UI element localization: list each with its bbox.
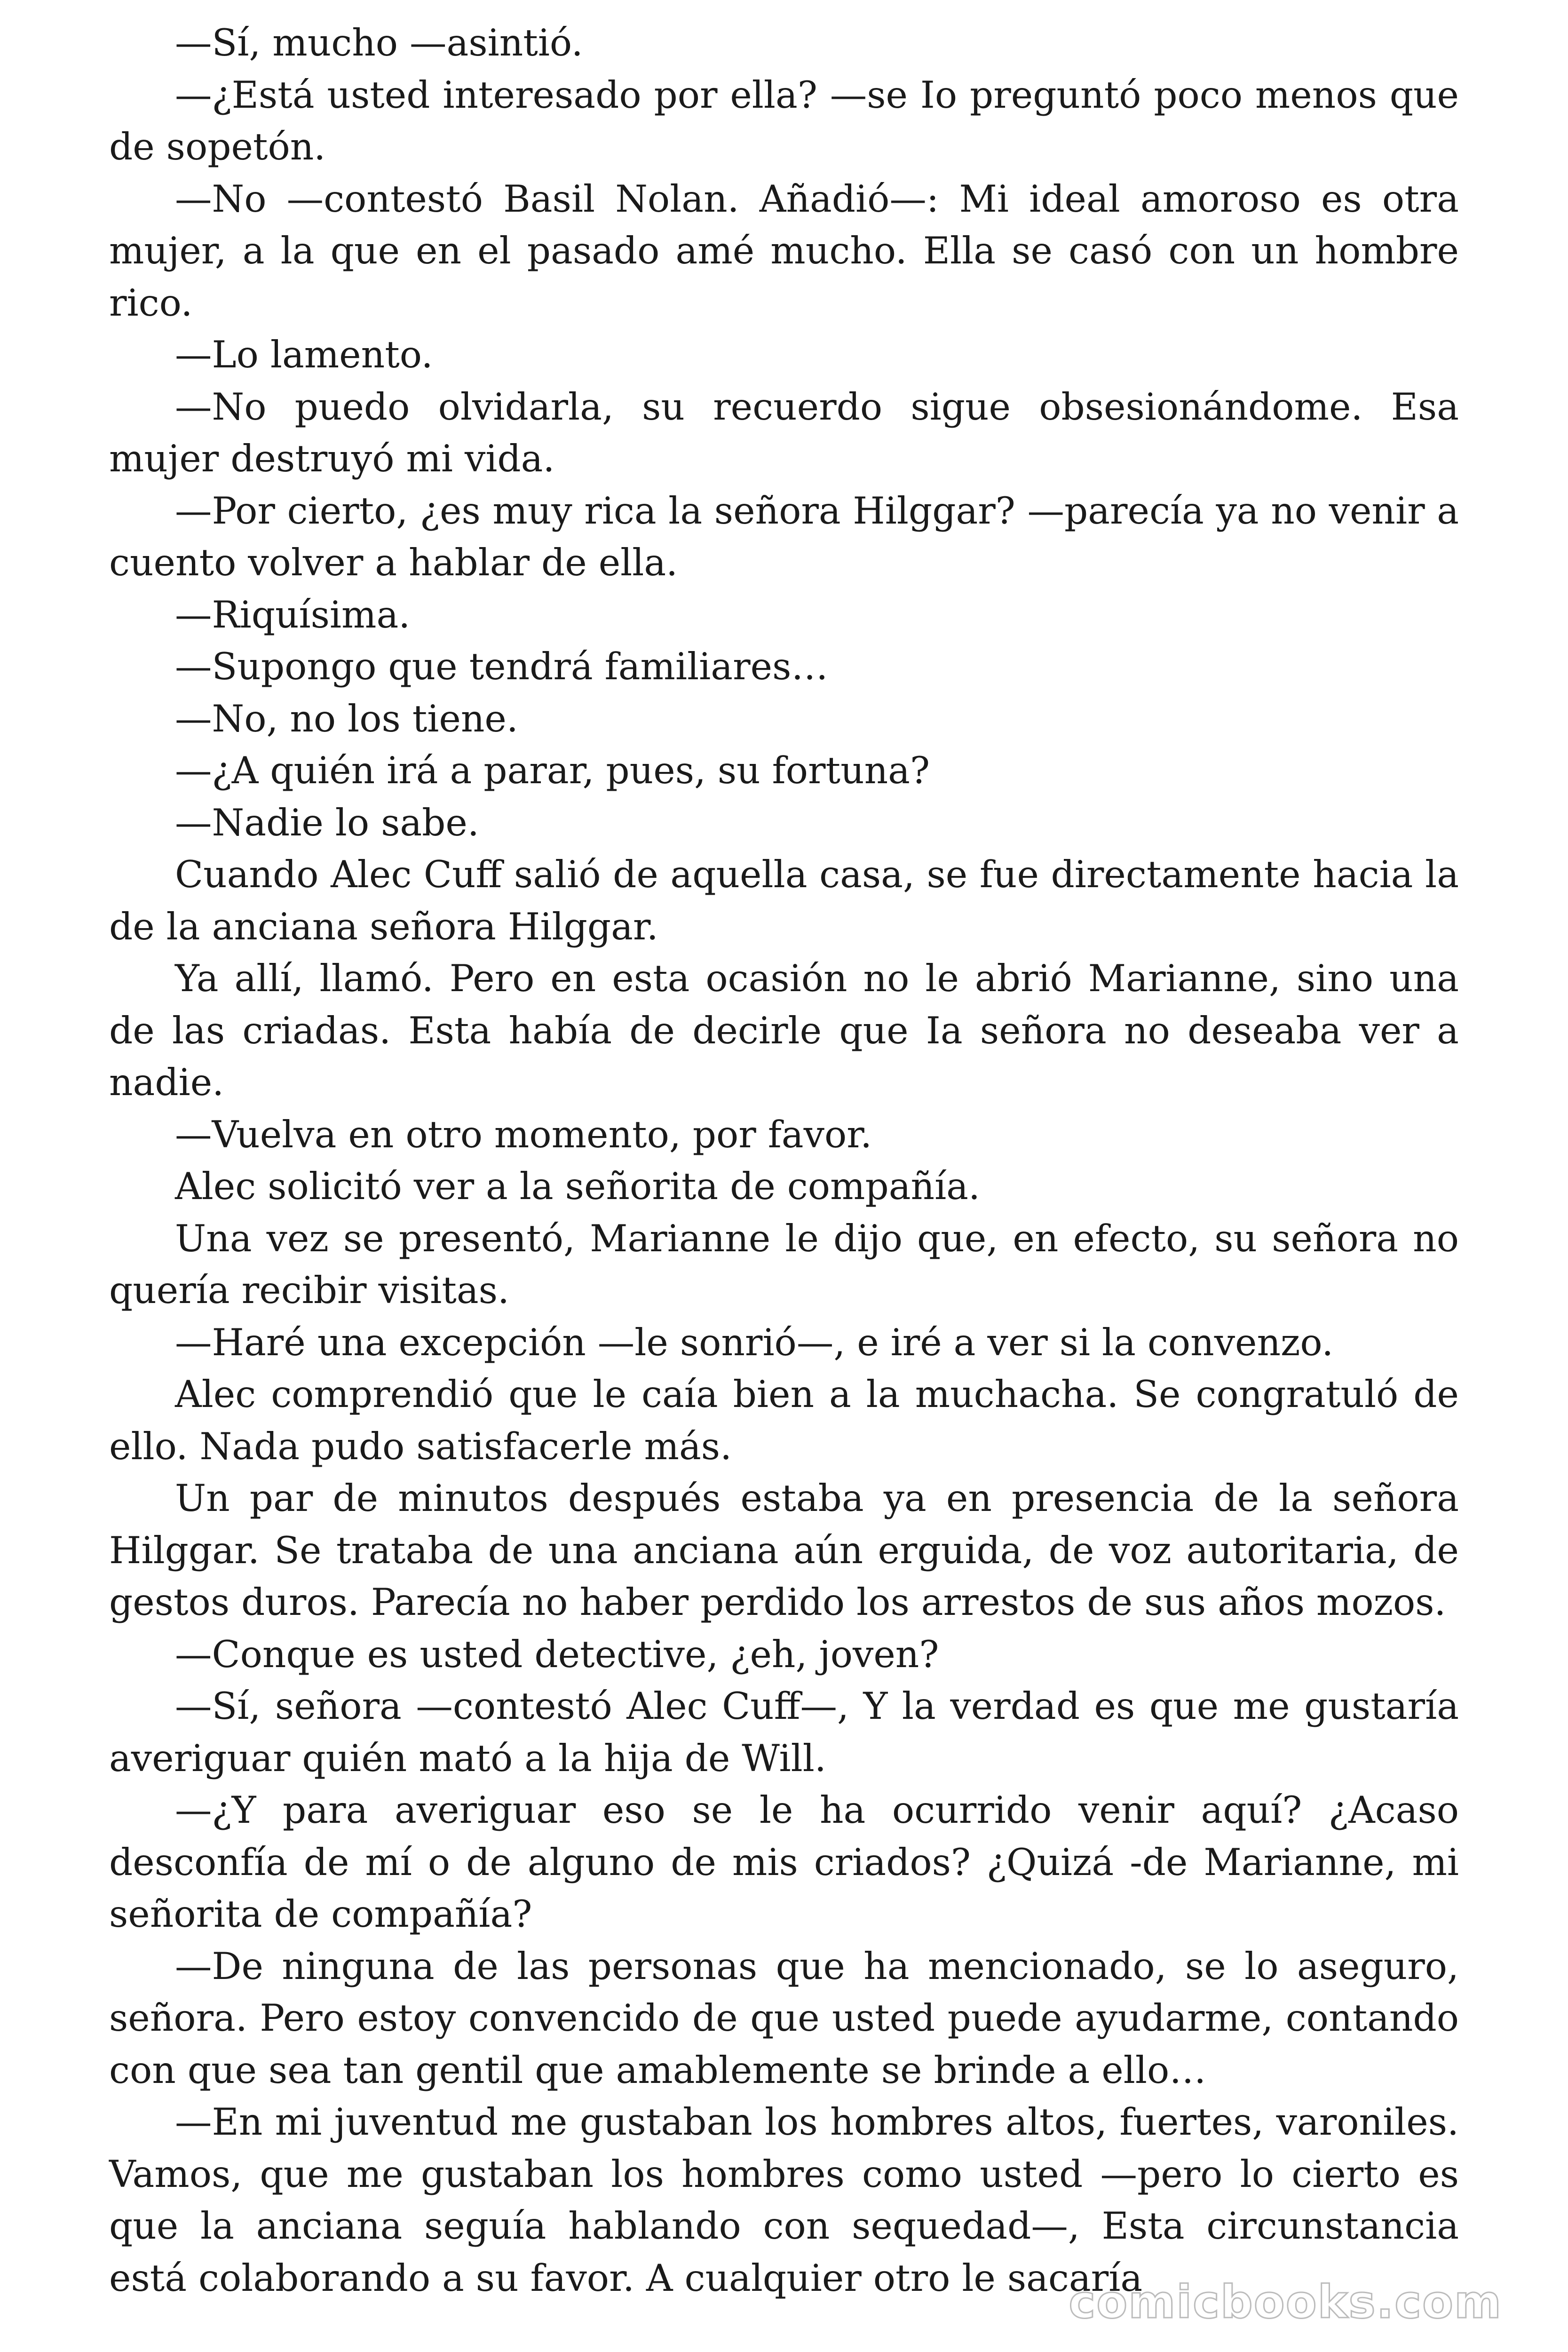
paragraph: Alec comprendió que le caía bien a la muchacha. Se congratuló de ello. Nada pudo satisfacerle más. [109, 1373, 1459, 1468]
watermark-logo: comicbooks.com [1069, 2276, 1502, 2328]
paragraph: —Sí, mucho —asintió. [175, 21, 583, 64]
paragraph: —No —contestó Basil Nolan. Añadió—: Mi ideal amoroso es otra mujer, a la que en el pasado amé mucho. Ella se casó con un hombre rico. [109, 177, 1459, 325]
paragraph: Una vez se presentó, Marianne le dijo que, en efecto, su señora no quería recibir visitas. [109, 1216, 1459, 1312]
paragraph: —Sí, señora —contestó Alec Cuff—, Y la verdad es que me gustaría averiguar quién mató a la hija de Will. [109, 1685, 1459, 1780]
paragraph: —No, no los tiene. [175, 697, 518, 740]
paragraph: —Riquísima. [175, 593, 411, 636]
paragraph: —En mi juventud me gustaban los hombres altos, fuertes, varoniles. Vamos, que me gustaban los hombres como usted —pero lo cierto es que la anciana seguía hablando con sequedad—, Esta circunstancia está colaborando a su favor. A cualquier otro le sacaría [109, 2100, 1459, 2300]
paragraph: Un par de minutos después estaba ya en presencia de la señora Hilggar. Se trataba de una anciana aún erguida, de voz autoritaria, de gestos duros. Parecía no haber perdido los arrestos de sus años mozos. [109, 1477, 1459, 1624]
paragraph: —Supongo que tendrá familiares… [175, 645, 828, 688]
paragraph: —¿Y para averiguar eso se le ha ocurrido venir aquí? ¿Acaso desconfía de mí o de alguno de mis criados? ¿Quizá -de Marianne, mi señorita de compañía? [109, 1788, 1459, 1936]
paragraph: —Lo lamento. [175, 333, 433, 376]
paragraph: Cuando Alec Cuff salió de aquella casa, se fue directamente hacia la de la anciana señora Hilggar. [109, 853, 1459, 948]
paragraph: —Conque es usted detective, ¿eh, joven? [175, 1632, 939, 1676]
paragraph: —¿A quién irá a parar, pues, su fortuna? [175, 749, 930, 792]
paragraph: —De ninguna de las personas que ha mencionado, se lo aseguro, señora. Pero estoy convencido de que usted puede ayudarme, contando con que sea tan gentil que amablemente se brinde a ello… [109, 1944, 1459, 2092]
paragraph: —Haré una excepción —le sonrió—, e iré a ver si la convenzo. [175, 1320, 1334, 1364]
paragraph: —Por cierto, ¿es muy rica la señora Hilggar? —parecía ya no venir a cuento volver a hablar de ella. [109, 489, 1459, 584]
paragraph: —No puedo olvidarla, su recuerdo sigue obsesionándome. Esa mujer destruyó mi vida. [109, 385, 1459, 480]
paragraph: Alec solicitó ver a la señorita de compañía. [175, 1165, 980, 1208]
book-page-text [109, 17, 1459, 2304]
paragraph: —Nadie lo sabe. [175, 801, 479, 844]
paragraph: Ya allí, llamó. Pero en esta ocasión no le abrió Marianne, sino una de las criadas. Esta había de decirle que Ia señora no deseaba ver a nadie. [109, 957, 1459, 1104]
paragraph: —¿Está usted interesado por ella? —se Io preguntó poco menos que de sopetón. [109, 73, 1459, 168]
paragraph: —Vuelva en otro momento, por favor. [175, 1112, 872, 1156]
